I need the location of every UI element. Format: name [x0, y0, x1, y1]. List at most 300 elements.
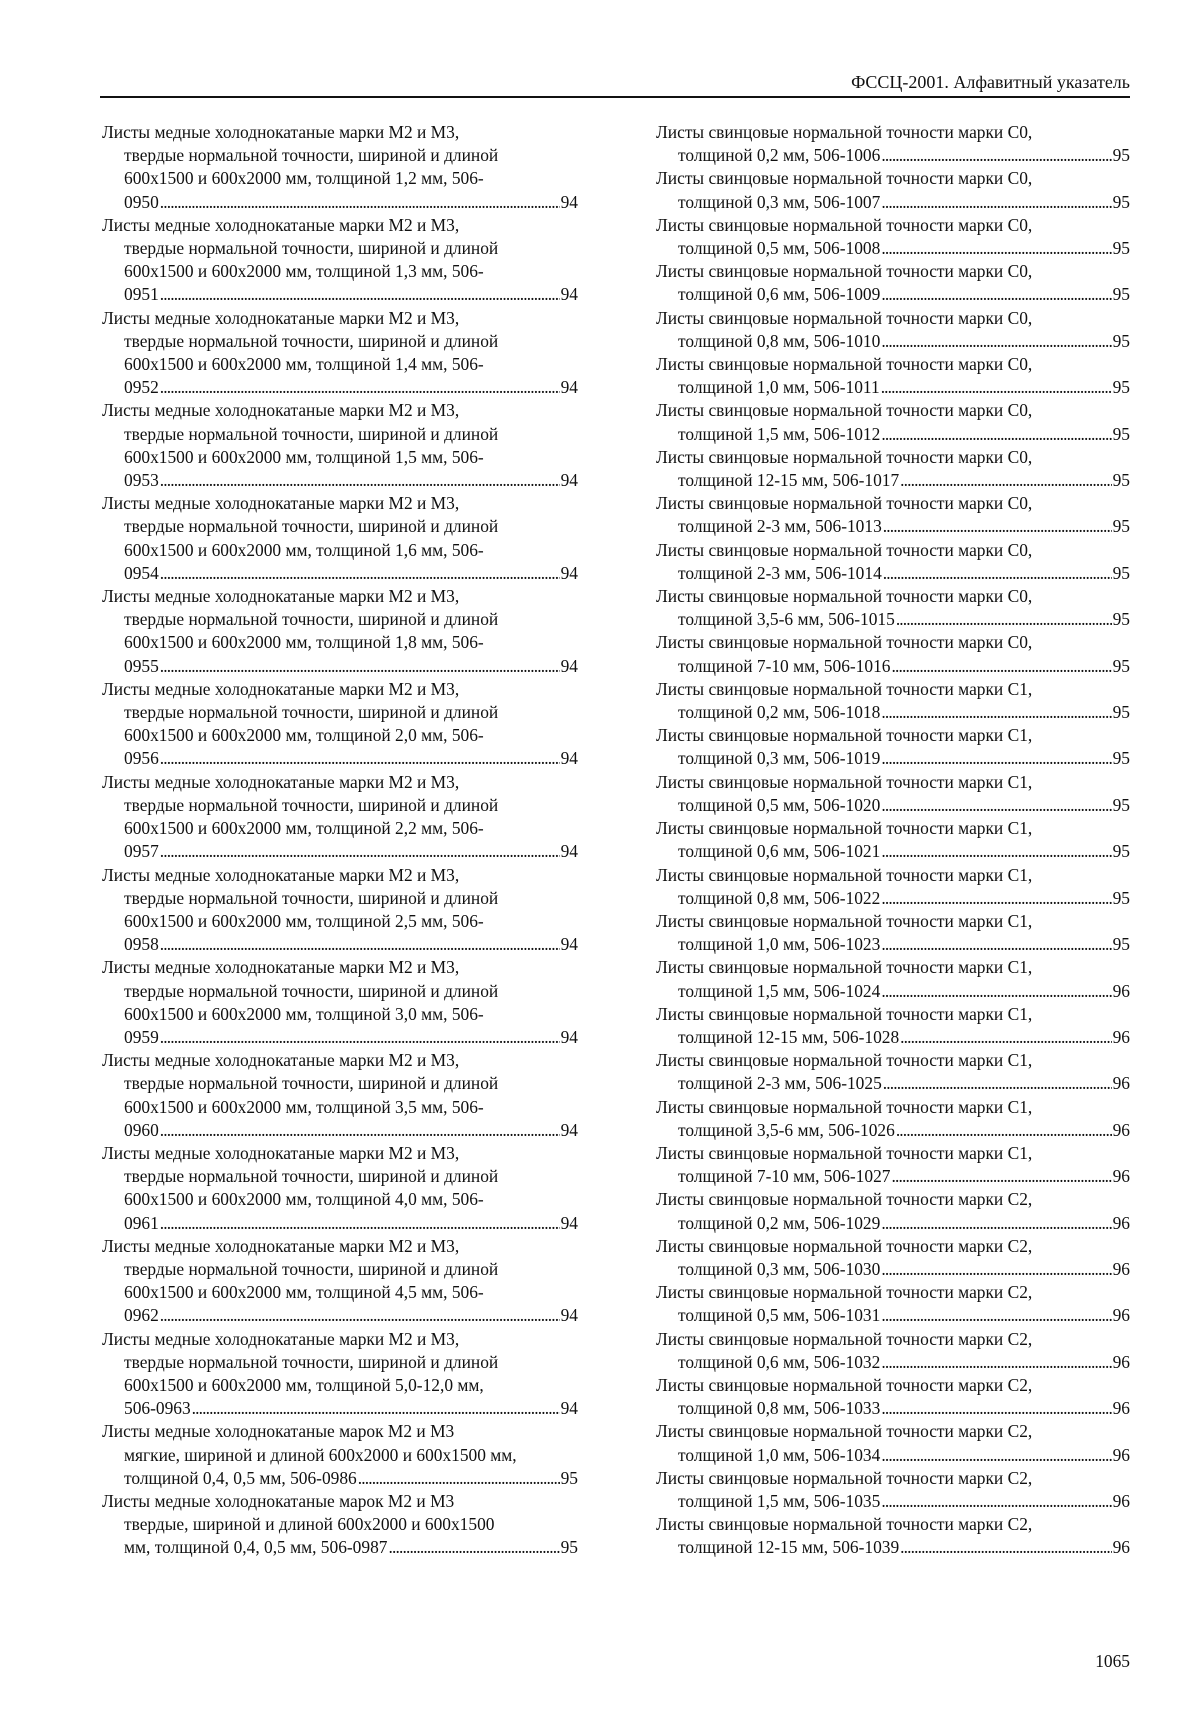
entry-last-line [656, 562, 1130, 585]
entry-text-line: 600х1500 и 600х2000 мм, толщиной 1,2 мм, 506- [124, 168, 484, 189]
entry-last-line [656, 144, 1130, 167]
entry-page-ref: 96 [1112, 1351, 1130, 1372]
entry-text-line: Листы медные холоднокатаные марки М2 и М3, [102, 1050, 460, 1071]
index-entry [102, 1420, 578, 1490]
entry-text-line: твердые, шириной и длиной 600х2000 и 600х1500 [124, 1514, 495, 1535]
entry-page-ref: 95 [1112, 238, 1130, 259]
entry-page-ref: 94 [560, 1119, 578, 1140]
index-entry [656, 956, 1130, 1002]
entry-text-line: Листы свинцовые нормальной точности марки С2, [656, 1467, 1033, 1488]
entry-text-line: Листы свинцовые нормальной точности марки С1, [656, 1050, 1033, 1071]
index-entry [656, 1096, 1130, 1142]
entry-code: толщиной 1,5 мм, 506-1012 [678, 423, 881, 444]
index-entry [656, 771, 1130, 817]
index-entry [656, 1374, 1130, 1420]
dot-leader [881, 701, 1111, 724]
entry-text-line: мягкие, шириной и длиной 600х2000 и 600х1500 мм, [124, 1444, 517, 1465]
entry-page-ref: 94 [560, 562, 578, 583]
index-entry [656, 353, 1130, 399]
dot-leader [881, 191, 1111, 214]
entry-code: толщиной 7-10 мм, 506-1016 [678, 655, 891, 676]
entry-page-ref: 95 [560, 1537, 578, 1558]
entry-text-line: Листы медные холоднокатаные марки М2 и М3, [102, 307, 460, 328]
entry-page-ref: 96 [1112, 1444, 1130, 1465]
dot-leader [881, 1258, 1111, 1281]
entry-text-line: Листы свинцовые нормальной точности марки С1, [656, 864, 1033, 885]
entry-code: толщиной 0,6 мм, 506-1021 [678, 841, 881, 862]
entry-text-line: твердые нормальной точности, шириной и длиной [124, 887, 499, 908]
entry-last-line [656, 1258, 1130, 1281]
entry-text-line: 600х1500 и 600х2000 мм, толщиной 4,0 мм, 506- [124, 1189, 484, 1210]
entry-page-ref: 94 [560, 748, 578, 769]
entry-page-ref: 95 [1112, 841, 1130, 862]
entry-text-line: твердые нормальной точности, шириной и длиной [124, 1258, 499, 1279]
entry-page-ref: 94 [560, 655, 578, 676]
entry-page-ref: 95 [1112, 377, 1130, 398]
index-entry [102, 121, 578, 214]
entry-text-line: Листы свинцовые нормальной точности марки С1, [656, 1096, 1033, 1117]
index-entry [656, 492, 1130, 538]
entry-text-line: Листы медные холоднокатаные марки М2 и М3, [102, 678, 460, 699]
index-entry [102, 1142, 578, 1235]
entry-code: толщиной 0,6 мм, 506-1032 [678, 1351, 881, 1372]
page-header [100, 66, 1130, 98]
entry-text-line: Листы свинцовые нормальной точности марки С1, [656, 957, 1033, 978]
entry-code: 0955 [124, 655, 159, 676]
entry-last-line [656, 1165, 1130, 1188]
dot-leader [160, 283, 560, 306]
entry-code: толщиной 0,3 мм, 506-1007 [678, 191, 881, 212]
entry-page-ref: 96 [1112, 1073, 1130, 1094]
entry-text-line: 600х1500 и 600х2000 мм, толщиной 1,5 мм, 506- [124, 446, 484, 467]
entry-text-line: твердые нормальной точности, шириной и длиной [124, 330, 499, 351]
entry-code: 0950 [124, 191, 159, 212]
index-entry [102, 1490, 578, 1560]
index-entry [656, 585, 1130, 631]
index-entry [656, 864, 1130, 910]
dot-leader [881, 794, 1111, 817]
entry-text-line: Листы медные холоднокатаные марки М2 и М3, [102, 1235, 460, 1256]
entry-code: толщиной 0,4, 0,5 мм, 506-0986 [124, 1467, 357, 1488]
index-column-right [656, 121, 1130, 1560]
entry-last-line [656, 980, 1130, 1003]
entry-text-line: Листы свинцовые нормальной точности марки С2, [656, 1189, 1033, 1210]
entry-last-line [102, 283, 578, 306]
entry-code: толщиной 12-15 мм, 506-1028 [678, 1026, 900, 1047]
index-entry [102, 771, 578, 864]
entry-code: 0953 [124, 470, 159, 491]
index-entry [656, 910, 1130, 956]
entry-text-line: Листы свинцовые нормальной точности марки С0, [656, 261, 1033, 282]
index-entry [656, 539, 1130, 585]
entry-text-line: Листы свинцовые нормальной точности марки С2, [656, 1421, 1033, 1442]
entry-page-ref: 96 [1112, 1490, 1130, 1511]
dot-leader [881, 423, 1111, 446]
entry-code: толщиной 1,5 мм, 506-1035 [678, 1490, 881, 1511]
index-entry [656, 446, 1130, 492]
entry-code: толщиной 1,5 мм, 506-1024 [678, 980, 881, 1001]
dot-leader [900, 1026, 1111, 1049]
entry-last-line [102, 1397, 578, 1420]
index-entry [656, 1235, 1130, 1281]
entry-last-line [102, 655, 578, 678]
entry-page-ref: 95 [1112, 934, 1130, 955]
dot-leader [881, 840, 1111, 863]
dot-leader [896, 608, 1112, 631]
entry-last-line [102, 1467, 578, 1490]
dot-leader [891, 655, 1111, 678]
entry-last-line [656, 1490, 1130, 1513]
entry-last-line [656, 515, 1130, 538]
entry-last-line [102, 933, 578, 956]
entry-last-line [656, 887, 1130, 910]
entry-code: толщиной 2-3 мм, 506-1014 [678, 562, 882, 583]
entry-text-line: Листы свинцовые нормальной точности марки С1, [656, 910, 1033, 931]
entry-code: 506-0963 [124, 1398, 191, 1419]
dot-leader [160, 376, 560, 399]
entry-page-ref: 94 [560, 1026, 578, 1047]
entry-last-line [656, 701, 1130, 724]
entry-text-line: Листы свинцовые нормальной точности марки С2, [656, 1374, 1033, 1395]
dot-leader [160, 933, 560, 956]
dot-leader [896, 1119, 1112, 1142]
entry-page-ref: 95 [1112, 609, 1130, 630]
entry-text-line: твердые нормальной точности, шириной и длиной [124, 609, 499, 630]
entry-page-ref: 96 [1112, 1166, 1130, 1187]
index-entry [656, 307, 1130, 353]
entry-page-ref: 96 [1112, 1258, 1130, 1279]
entry-page-ref: 94 [560, 1305, 578, 1326]
entry-last-line [656, 191, 1130, 214]
index-entry [656, 1420, 1130, 1466]
dot-leader [891, 1165, 1111, 1188]
entry-text-line: Листы свинцовые нормальной точности марки С2, [656, 1282, 1033, 1303]
entry-code: толщиной 0,2 мм, 506-1029 [678, 1212, 881, 1233]
entry-last-line [656, 469, 1130, 492]
entry-text-line: твердые нормальной точности, шириной и длиной [124, 516, 499, 537]
entry-text-line: Листы медные холоднокатаные марки М2 и М3, [102, 771, 460, 792]
entry-text-line: Листы медные холоднокатаные марки М2 и М3, [102, 400, 460, 421]
dot-leader [160, 1026, 560, 1049]
dot-leader [881, 933, 1111, 956]
index-column-left [102, 121, 578, 1560]
dot-leader [160, 562, 560, 585]
entry-text-line: Листы свинцовые нормальной точности марки С0, [656, 493, 1033, 514]
entry-text-line: 600х1500 и 600х2000 мм, толщиной 2,5 мм, 506- [124, 910, 484, 931]
entry-text-line: 600х1500 и 600х2000 мм, толщиной 2,0 мм, 506- [124, 725, 484, 746]
entry-code: 0957 [124, 841, 159, 862]
dot-leader [900, 1536, 1111, 1559]
entry-text-line: Листы свинцовые нормальной точности марки С0, [656, 214, 1033, 235]
entry-last-line [102, 376, 578, 399]
dot-leader [160, 1212, 560, 1235]
entry-last-line [656, 1304, 1130, 1327]
index-entry [656, 724, 1130, 770]
entry-text-line: Листы свинцовые нормальной точности марки С1, [656, 1003, 1033, 1024]
entry-code: толщиной 1,0 мм, 506-1034 [678, 1444, 881, 1465]
entry-code: 0961 [124, 1212, 159, 1233]
index-entry [656, 1467, 1130, 1513]
index-entry [656, 167, 1130, 213]
entry-text-line: Листы свинцовые нормальной точности марки С1, [656, 725, 1033, 746]
index-entry [656, 1049, 1130, 1095]
entry-code: 0962 [124, 1305, 159, 1326]
entry-last-line [656, 330, 1130, 353]
entry-text-line: 600х1500 и 600х2000 мм, толщиной 5,0-12,0 мм, [124, 1374, 484, 1395]
entry-text-line: Листы свинцовые нормальной точности марки С1, [656, 771, 1033, 792]
entry-text-line: Листы свинцовые нормальной точности марки С0, [656, 400, 1033, 421]
index-entry [656, 1142, 1130, 1188]
entry-text-line: 600х1500 и 600х2000 мм, толщиной 1,4 мм, 506- [124, 354, 484, 375]
entry-last-line [656, 423, 1130, 446]
dot-leader [881, 1304, 1111, 1327]
entry-page-ref: 96 [1112, 1537, 1130, 1558]
entry-last-line [656, 237, 1130, 260]
entry-page-ref: 95 [1112, 284, 1130, 305]
index-entry [656, 1188, 1130, 1234]
entry-page-ref: 94 [560, 841, 578, 862]
entry-code: 0960 [124, 1119, 159, 1140]
index-entry [656, 1281, 1130, 1327]
entry-text-line: твердые нормальной точности, шириной и длиной [124, 980, 499, 1001]
entry-text-line: 600х1500 и 600х2000 мм, толщиной 2,2 мм, 506- [124, 818, 484, 839]
entry-text-line: 600х1500 и 600х2000 мм, толщиной 1,6 мм, 506- [124, 539, 484, 560]
entry-text-line: твердые нормальной точности, шириной и длиной [124, 1351, 499, 1372]
entry-text-line: Листы медные холоднокатаные марки М2 и М3, [102, 1142, 460, 1163]
entry-last-line [656, 1072, 1130, 1095]
entry-last-line [656, 1119, 1130, 1142]
entry-text-line: Листы свинцовые нормальной точности марки С0, [656, 168, 1033, 189]
entry-page-ref: 94 [560, 377, 578, 398]
entry-page-ref: 94 [560, 470, 578, 491]
entry-code: толщиной 1,0 мм, 506-1023 [678, 934, 881, 955]
entry-page-ref: 94 [560, 284, 578, 305]
dot-leader [900, 469, 1111, 492]
entry-last-line [102, 1304, 578, 1327]
entry-last-line [656, 794, 1130, 817]
entry-last-line [102, 1536, 578, 1559]
entry-text-line: Листы свинцовые нормальной точности марки С1, [656, 678, 1033, 699]
entry-last-line [656, 1212, 1130, 1235]
entry-page-ref: 96 [1112, 1119, 1130, 1140]
index-entry [102, 956, 578, 1049]
entry-text-line: Листы медные холоднокатаные марки М2 и М3, [102, 122, 460, 142]
entry-page-ref: 95 [1112, 655, 1130, 676]
entry-last-line [102, 191, 578, 214]
index-entry [102, 1328, 578, 1421]
dot-leader [881, 1490, 1111, 1513]
dot-leader [883, 1072, 1112, 1095]
index-entry [102, 399, 578, 492]
dot-leader [160, 1119, 560, 1142]
dot-leader [388, 1536, 559, 1559]
entry-text-line: Листы свинцовые нормальной точности марки С1, [656, 1142, 1033, 1163]
entry-text-line: Листы медные холоднокатаные марки М2 и М3, [102, 864, 460, 885]
dot-leader [881, 1212, 1111, 1235]
dot-leader [358, 1467, 560, 1490]
dot-leader [881, 283, 1111, 306]
entry-text-line: Листы медные холоднокатаные марки М2 и М3, [102, 1328, 460, 1349]
dot-leader [160, 1304, 560, 1327]
entry-code: толщиной 0,8 мм, 506-1010 [678, 330, 881, 351]
entry-code: толщиной 0,6 мм, 506-1009 [678, 284, 881, 305]
index-entry [656, 1328, 1130, 1374]
entry-code: толщиной 0,3 мм, 506-1030 [678, 1258, 881, 1279]
index-entry [656, 121, 1130, 167]
entry-code: толщиной 0,5 мм, 506-1008 [678, 238, 881, 259]
entry-text-line: Листы свинцовые нормальной точности марки С0, [656, 446, 1033, 467]
entry-last-line [102, 1026, 578, 1049]
dot-leader [881, 330, 1111, 353]
entry-last-line [102, 562, 578, 585]
entry-code: мм, толщиной 0,4, 0,5 мм, 506-0987 [124, 1537, 388, 1558]
entry-page-ref: 95 [1112, 702, 1130, 723]
entry-page-ref: 94 [560, 934, 578, 955]
entry-text-line: 600х1500 и 600х2000 мм, толщиной 1,8 мм, 506- [124, 632, 484, 653]
entry-code: 0952 [124, 377, 159, 398]
dot-leader [881, 887, 1111, 910]
entry-code: толщиной 0,8 мм, 506-1022 [678, 887, 881, 908]
entry-code: толщиной 2-3 мм, 506-1025 [678, 1073, 882, 1094]
entry-last-line [656, 1444, 1130, 1467]
index-entry [656, 817, 1130, 863]
entry-text-line: твердые нормальной точности, шириной и длиной [124, 1166, 499, 1187]
entry-page-ref: 95 [1112, 887, 1130, 908]
entry-text-line: Листы свинцовые нормальной точности марки С2, [656, 1514, 1033, 1535]
dot-leader [883, 515, 1112, 538]
entry-text-line: 600х1500 и 600х2000 мм, толщиной 3,5 мм, 506- [124, 1096, 484, 1117]
entry-page-ref: 95 [1112, 794, 1130, 815]
entry-code: 0959 [124, 1026, 159, 1047]
entry-text-line: Листы свинцовые нормальной точности марки С0, [656, 122, 1033, 142]
entry-text-line: 600х1500 и 600х2000 мм, толщиной 1,3 мм, 506- [124, 261, 484, 282]
index-entry [656, 631, 1130, 677]
entry-last-line [656, 747, 1130, 770]
entry-last-line [102, 469, 578, 492]
entry-last-line [656, 283, 1130, 306]
dot-leader [881, 1444, 1111, 1467]
entry-page-ref: 96 [1112, 980, 1130, 1001]
entry-text-line: 600х1500 и 600х2000 мм, толщиной 3,0 мм, 506- [124, 1003, 484, 1024]
entry-last-line [102, 1212, 578, 1235]
entry-code: толщиной 12-15 мм, 506-1017 [678, 470, 900, 491]
index-entry [102, 864, 578, 957]
entry-page-ref: 95 [1112, 748, 1130, 769]
dot-leader [881, 1397, 1111, 1420]
entry-code: толщиной 0,3 мм, 506-1019 [678, 748, 881, 769]
dot-leader [160, 840, 560, 863]
entry-code: толщиной 2-3 мм, 506-1013 [678, 516, 882, 537]
entry-text-line: Листы свинцовые нормальной точности марки С2, [656, 1235, 1033, 1256]
index-entry [102, 585, 578, 678]
dot-leader [881, 747, 1111, 770]
entry-last-line [656, 1536, 1130, 1559]
entry-code: 0958 [124, 934, 159, 955]
entry-code: толщиной 7-10 мм, 506-1027 [678, 1166, 891, 1187]
entry-text-line: Листы медные холоднокатаные марки М2 и М3, [102, 214, 460, 235]
entry-text-line: твердые нормальной точности, шириной и длиной [124, 1073, 499, 1094]
dot-leader [881, 1351, 1111, 1374]
dot-leader [192, 1397, 560, 1420]
dot-leader [881, 237, 1111, 260]
entry-text-line: твердые нормальной точности, шириной и длиной [124, 423, 499, 444]
dot-leader [160, 655, 560, 678]
entry-text-line: Листы свинцовые нормальной точности марки С0, [656, 586, 1033, 607]
entry-text-line: Листы свинцовые нормальной точности марки С2, [656, 1328, 1033, 1349]
entry-text-line: твердые нормальной точности, шириной и длиной [124, 238, 499, 259]
entry-page-ref: 94 [560, 1398, 578, 1419]
entry-page-ref: 95 [1112, 330, 1130, 351]
index-entry [102, 1235, 578, 1328]
dot-leader [160, 191, 560, 214]
index-entry [656, 678, 1130, 724]
entry-page-ref: 96 [1112, 1026, 1130, 1047]
entry-page-ref: 95 [1112, 145, 1130, 166]
entry-text-line: твердые нормальной точности, шириной и длиной [124, 145, 499, 166]
index-entry [102, 492, 578, 585]
entry-last-line [102, 840, 578, 863]
entry-page-ref: 95 [1112, 423, 1130, 444]
entry-text-line: Листы медные холоднокатаные марки М2 и М3, [102, 586, 460, 607]
index-entry [102, 1049, 578, 1142]
dot-leader [881, 144, 1111, 167]
dot-leader [881, 376, 1112, 399]
entry-last-line [656, 1026, 1130, 1049]
entry-page-ref: 95 [560, 1467, 578, 1488]
entry-last-line [656, 1397, 1130, 1420]
entry-code: толщиной 0,2 мм, 506-1006 [678, 145, 881, 166]
index-entry [656, 260, 1130, 306]
entry-text-line: Листы свинцовые нормальной точности марки С0, [656, 354, 1033, 375]
index-entry [656, 214, 1130, 260]
entry-page-ref: 95 [1112, 516, 1130, 537]
entry-text-line: Листы свинцовые нормальной точности марки С0, [656, 307, 1033, 328]
index-entry [102, 307, 578, 400]
entry-code: толщиной 0,5 мм, 506-1020 [678, 794, 881, 815]
entry-code: 0951 [124, 284, 159, 305]
entry-code: толщиной 3,5-6 мм, 506-1026 [678, 1119, 895, 1140]
dot-leader [160, 469, 560, 492]
entry-page-ref: 94 [560, 191, 578, 212]
entry-text-line: Листы свинцовые нормальной точности марки С0, [656, 632, 1033, 653]
entry-last-line [656, 655, 1130, 678]
entry-code: толщиной 3,5-6 мм, 506-1015 [678, 609, 895, 630]
entry-last-line [656, 1351, 1130, 1374]
dot-leader [881, 980, 1111, 1003]
entry-page-ref: 95 [1112, 470, 1130, 491]
index-entry [102, 214, 578, 307]
index-entry [656, 399, 1130, 445]
entry-page-ref: 95 [1112, 191, 1130, 212]
page-number: 1065 [1095, 1651, 1130, 1671]
entry-last-line [656, 840, 1130, 863]
entry-text-line: 600х1500 и 600х2000 мм, толщиной 4,5 мм, 506- [124, 1282, 484, 1303]
entry-last-line [102, 1119, 578, 1142]
entry-code: толщиной 0,8 мм, 506-1033 [678, 1398, 881, 1419]
entry-code: толщиной 12-15 мм, 506-1039 [678, 1537, 900, 1558]
entry-text-line: Листы свинцовые нормальной точности марки С1, [656, 818, 1033, 839]
entry-text-line: Листы медные холоднокатаные марок М2 и М3 [102, 1490, 455, 1511]
index-entry [102, 678, 578, 771]
entry-text-line: твердые нормальной точности, шириной и длиной [124, 794, 499, 815]
entry-last-line [102, 747, 578, 770]
entry-last-line [656, 608, 1130, 631]
entry-text-line: Листы медные холоднокатаные марки М2 и М3, [102, 493, 460, 514]
entry-last-line [656, 376, 1130, 399]
entry-code: толщиной 0,2 мм, 506-1018 [678, 702, 881, 723]
entry-code: 0956 [124, 748, 159, 769]
running-header-title: ФССЦ-2001. Алфавитный указатель [851, 72, 1130, 92]
